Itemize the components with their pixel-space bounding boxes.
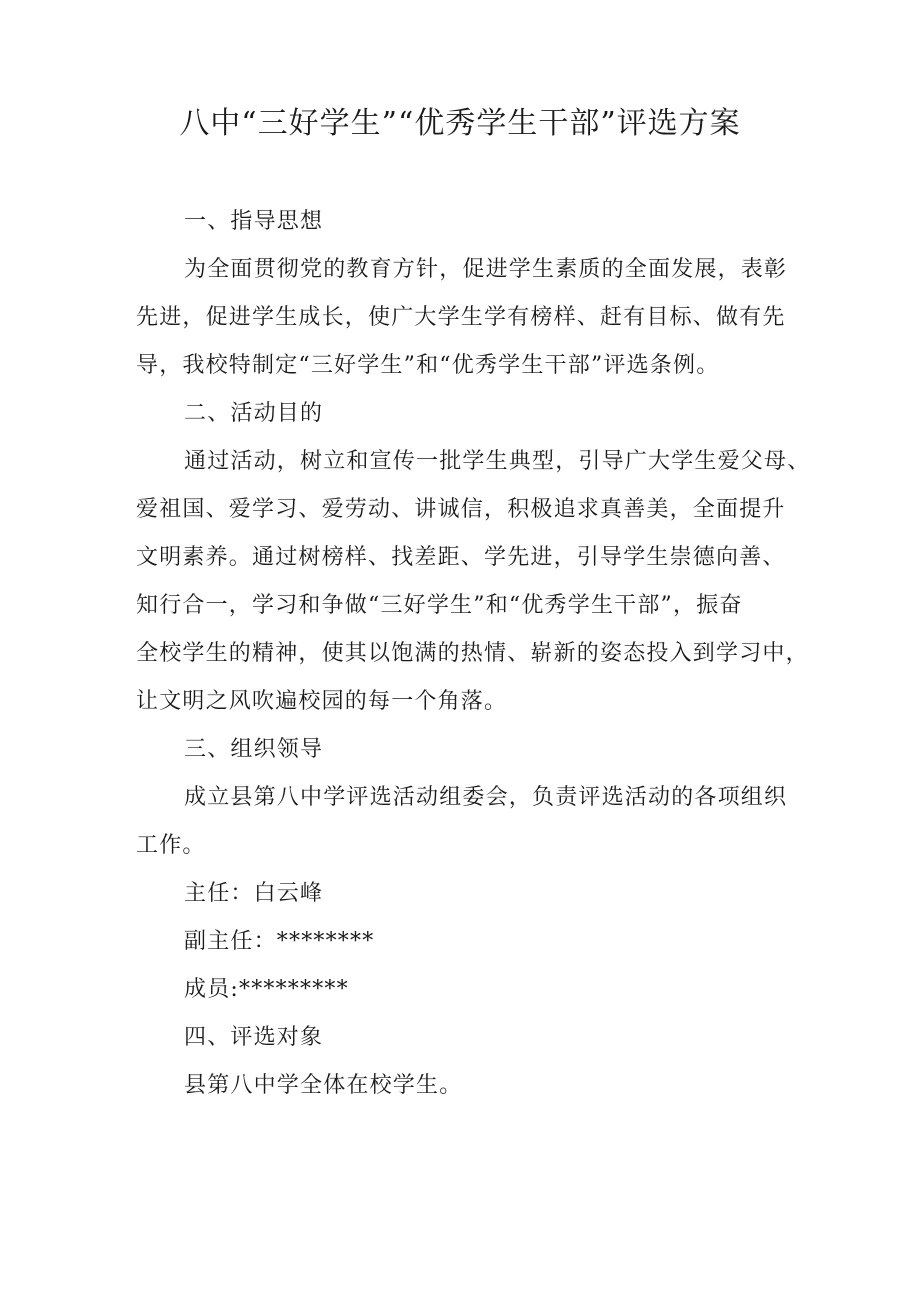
director-line: 主任：白云峰 [184,881,324,906]
paragraph-line: 爱祖国、爱学习、爱劳动、讲诚信，积极追求真善美，全面提升 [136,497,786,522]
deputy-director-line: 副主任：******** [184,929,375,954]
section-heading-guiding-thought: 一、指导思想 [184,209,324,234]
section-heading-organization: 三、组织领导 [184,737,324,762]
paragraph-line: 先进，促进学生成长，使广大学生学有榜样、赶有目标、做有先 [136,305,786,330]
paragraph-line: 成立县第八中学评选活动组委会，负责评选活动的各项组织 [184,785,788,810]
paragraph-line: 知行合一，学习和争做“三好学生”和“优秀学生干部”，振奋 [136,593,743,618]
section-heading-selection-target: 四、评选对象 [184,1025,324,1050]
paragraph-line: 工作。 [136,833,206,858]
paragraph-line: 全校学生的精神，使其以饱满的热情、崭新的姿态投入到学习中， [136,641,809,666]
paragraph-line: 文明素养。通过树榜样、找差距、学先进，引导学生崇德向善、 [136,545,786,570]
section-heading-activity-goal: 二、活动目的 [184,401,324,426]
document-body [136,198,816,1110]
document-title: 八中“三好学生”“优秀学生干部”评选方案 [179,106,741,141]
paragraph-line: 通过活动，树立和宣传一批学生典型，引导广大学生爱父母、 [184,449,811,474]
paragraph-line: 县第八中学全体在校学生。 [184,1073,463,1098]
members-line: 成员:********* [184,977,349,1002]
paragraph-line: 让文明之风吹遍校园的每一个角落。 [136,689,508,714]
paragraph-line: 为全面贯彻党的教育方针，促进学生素质的全面发展，表彰 [184,257,788,282]
paragraph-line: 导，我校特制定“三好学生”和“优秀学生干部”评选条例。 [136,353,720,378]
